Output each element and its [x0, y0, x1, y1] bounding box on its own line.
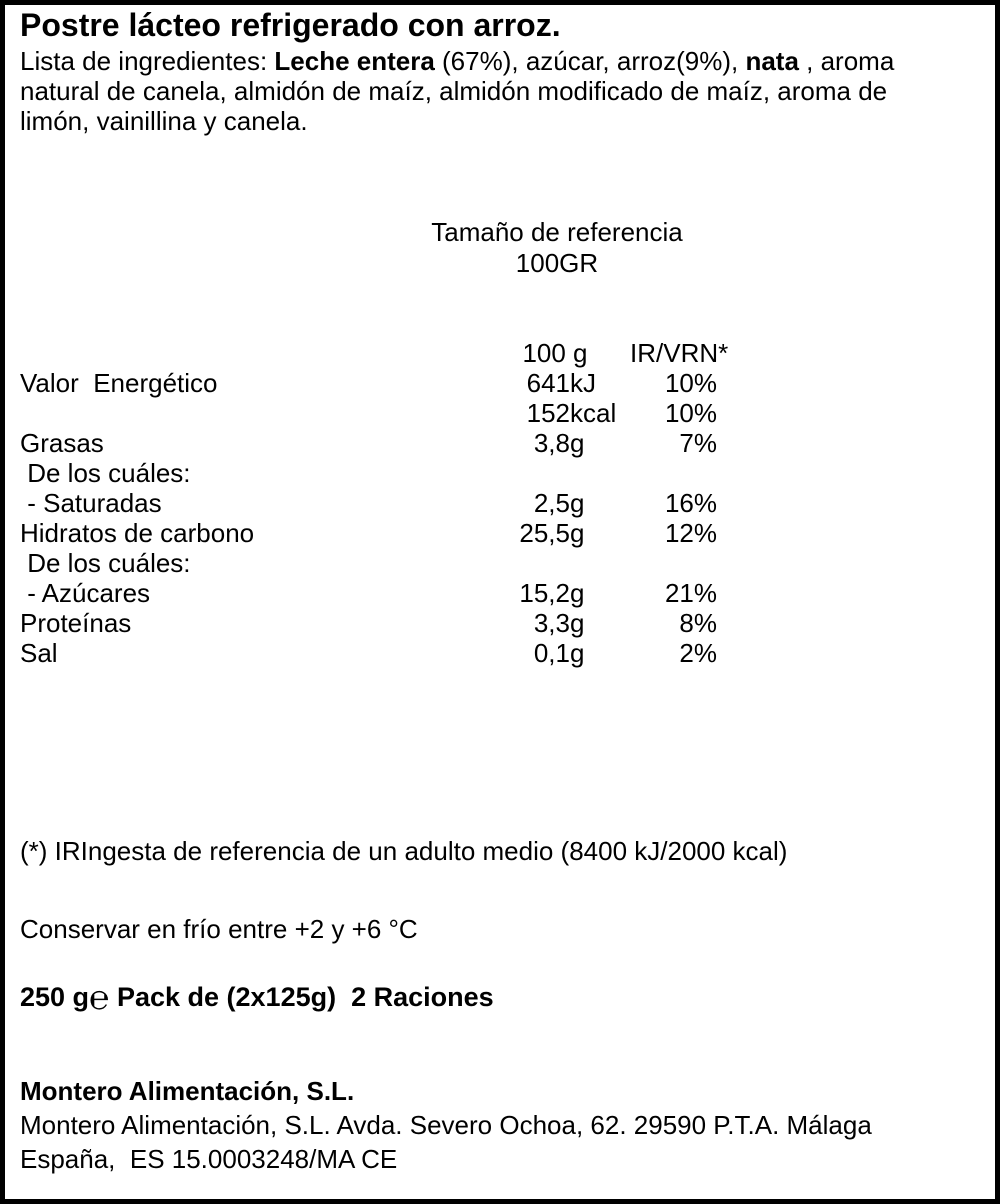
row-label: Valor Energético — [20, 368, 218, 398]
ingredients-suffix: , aroma natural de canela, almidón de maíz, almidón modificado de maíz, aroma de limón, vainillina y canela. — [20, 46, 895, 136]
row-label: - Saturadas — [20, 488, 162, 518]
row-value: 3,8 — [533, 428, 570, 458]
row-percent — [630, 548, 717, 578]
manufacturer-registry: España, ES 15.0003248/MA CE — [20, 1144, 398, 1174]
row-percent: 12% — [664, 518, 717, 548]
reference-intake-footnote: (*) IRIngesta de referencia de un adulto medio (8400 kJ/2000 kcal) — [20, 836, 788, 866]
serving-size-value: 100GR — [515, 248, 599, 278]
row-unit: kJ — [570, 368, 596, 398]
row-value: 152 — [526, 398, 570, 428]
row-unit: g — [570, 518, 585, 548]
table-row-of-which-fat — [5, 458, 717, 488]
table-row-energy-kcal — [5, 398, 717, 428]
row-value — [480, 548, 570, 578]
row-percent: 7% — [679, 428, 717, 458]
table-row-protein — [5, 608, 717, 638]
table-row-saturates — [5, 488, 717, 518]
row-unit: g — [570, 608, 585, 638]
ingredients-paragraph — [20, 46, 928, 136]
row-percent: 2% — [679, 638, 717, 668]
row-unit — [570, 458, 630, 488]
storage-instructions: Conservar en frío entre +2 y +6 °C — [20, 914, 418, 944]
net-weight-value: 250 g — [20, 982, 90, 1012]
row-label: Proteínas — [20, 608, 132, 638]
row-label: De los cuáles: — [20, 548, 191, 578]
row-label: Grasas — [20, 428, 104, 458]
row-unit: g — [570, 578, 585, 608]
ingredient-bold-leche-entera: Leche entera — [274, 46, 435, 76]
row-percent: 8% — [679, 608, 717, 638]
row-value: 641 — [526, 368, 570, 398]
table-row-salt — [5, 638, 717, 668]
row-percent: 10% — [664, 398, 717, 428]
ingredients-mid: (67%), azúcar, arroz(9%), — [434, 46, 746, 76]
table-row-sugars — [5, 578, 717, 608]
row-value — [480, 458, 570, 488]
row-label: De los cuáles: — [20, 458, 191, 488]
column-header-amount: 100 g — [522, 338, 588, 368]
row-label: - Azúcares — [20, 578, 151, 608]
row-value: 2,5 — [533, 488, 570, 518]
serving-size-caption: Tamaño de referencia — [431, 217, 683, 247]
serving-size-block — [357, 217, 757, 279]
manufacturer-address: Montero Alimentación, S.L. Avda. Severo Ochoa, 62. 29590 P.T.A. Málaga — [20, 1110, 872, 1140]
estimated-sign-icon: ℮ — [89, 979, 110, 1017]
row-unit: g — [570, 488, 585, 518]
row-percent: 10% — [664, 368, 717, 398]
row-unit: kcal — [570, 398, 617, 428]
table-row-of-which-carbs — [5, 548, 717, 578]
row-value: 3,3 — [533, 608, 570, 638]
ingredients-prefix: Lista de ingredientes: — [20, 46, 275, 76]
row-percent: 21% — [664, 578, 717, 608]
manufacturer-name: Montero Alimentación, S.L. — [20, 1076, 355, 1106]
header-spacer — [5, 338, 480, 368]
row-unit: g — [570, 428, 585, 458]
nutrition-table-header — [5, 338, 729, 368]
row-percent — [630, 458, 717, 488]
table-row-energy-kj — [5, 368, 717, 398]
product-title: Postre lácteo refrigerado con arroz. — [20, 7, 561, 43]
row-unit: g — [570, 638, 585, 668]
row-value: 25,5 — [519, 518, 570, 548]
row-value: 0,1 — [533, 638, 570, 668]
table-row-fat — [5, 428, 717, 458]
row-value: 15,2 — [519, 578, 570, 608]
nutrition-table — [5, 338, 729, 668]
row-label: Hidratos de carbono — [20, 518, 255, 548]
row-percent: 16% — [664, 488, 717, 518]
row-label — [5, 398, 480, 428]
row-label: Sal — [20, 638, 58, 668]
column-header-reference-intake: IR/VRN* — [630, 338, 729, 368]
net-weight-line — [20, 979, 494, 1018]
row-unit — [570, 548, 630, 578]
ingredient-bold-nata: nata — [745, 46, 799, 76]
pack-detail: Pack de (2x125g) 2 Raciones — [109, 982, 494, 1012]
table-row-carbohydrate — [5, 518, 717, 548]
